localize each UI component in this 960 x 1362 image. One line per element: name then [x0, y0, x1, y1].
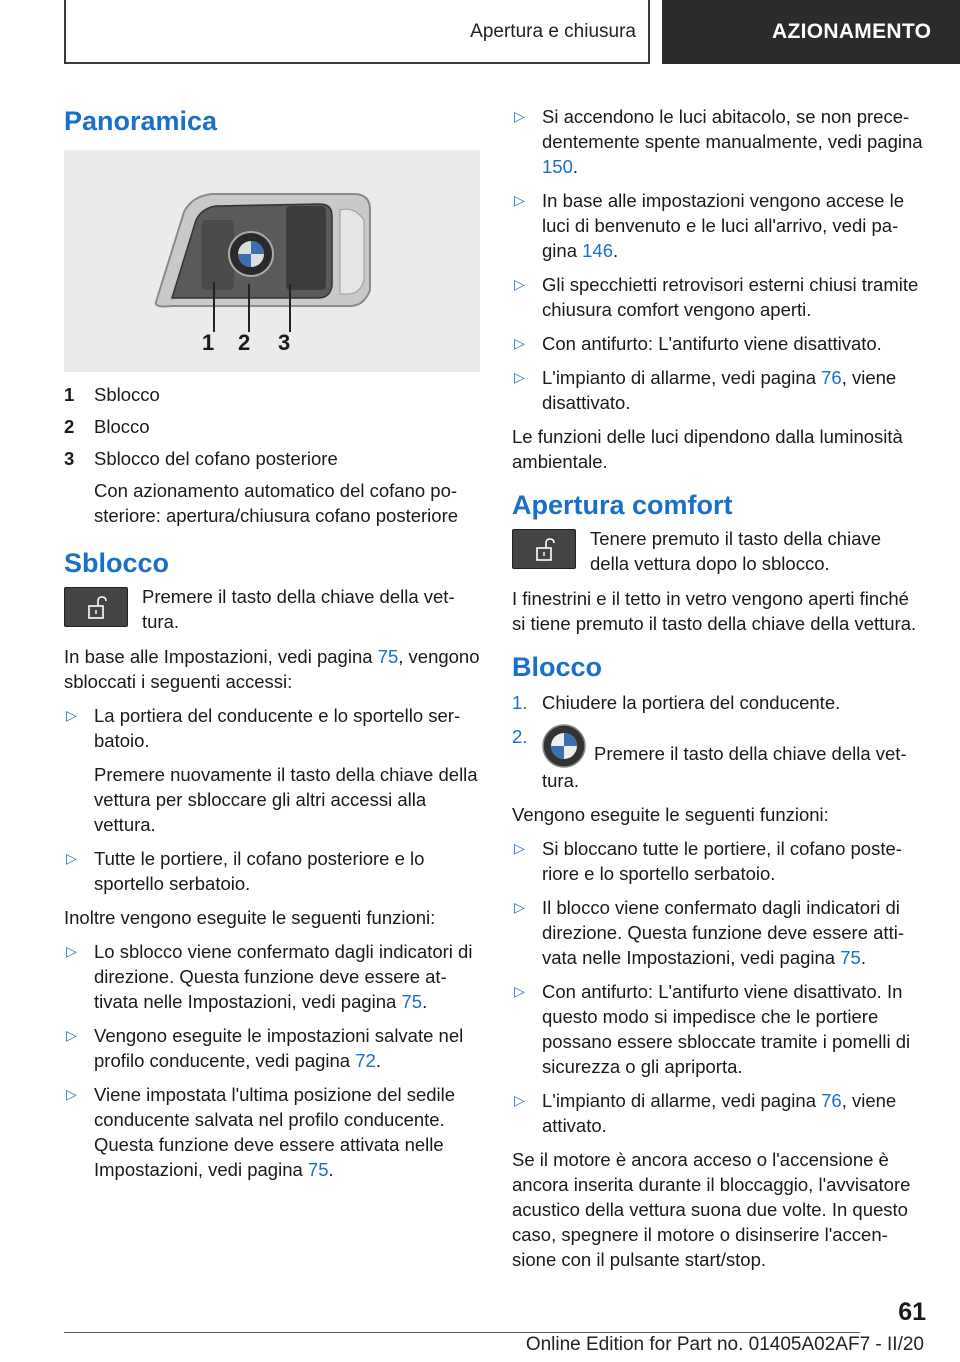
unlock-intro-text: Premere il tasto della chiave della vettura.	[142, 586, 455, 632]
page-link[interactable]: 76	[821, 367, 842, 388]
legend-note: Con azionamento automatico del cofano posteriore: apertura/chiusura cofano posteriore	[94, 480, 459, 526]
page-link[interactable]: 75	[307, 1159, 329, 1180]
heading-lock: Blocco	[512, 652, 603, 682]
list-item	[512, 724, 924, 793]
triangle-bullet-icon: ▷	[66, 707, 77, 723]
step-number: 2.	[512, 726, 528, 747]
bullet-text	[542, 895, 924, 970]
comfort-paragraph: I finestrini e il tetto in vetro vengono aperti finché si tiene premuto il tasto della chiave della vettura.	[512, 588, 917, 634]
header-chapter-tab: AZIONAMENTO	[662, 0, 960, 64]
legend-text: Sblocco	[94, 384, 160, 405]
lights-paragraph: Le funzioni delle luci dipendono dalla luminosità ambientale.	[512, 426, 903, 472]
figure-label-3: 3	[278, 330, 291, 355]
settings-paragraph	[64, 644, 480, 694]
unlock-button-icon	[64, 587, 128, 627]
page-number: 61	[898, 1298, 926, 1326]
text: , viene disattivato.	[542, 367, 897, 413]
page-link[interactable]: 146	[582, 240, 613, 261]
list-item	[64, 414, 480, 439]
list-item	[64, 1023, 480, 1073]
list-item	[64, 939, 480, 1014]
text: Lo sblocco viene confermato dagli indicatori di direzione. Questa funzione deve essere attivata nelle Impostazioni, vedi pagina	[94, 941, 473, 1012]
bullet-text	[542, 365, 924, 415]
text: Si accendono le luci abitacolo, se non precedentemente spente manualmente, vedi pagina	[542, 106, 923, 152]
bullet-text: Tutte le portiere, il cofano posteriore e lo sportello serbatoio.	[94, 848, 425, 894]
text: .	[375, 1050, 381, 1071]
text: L'impianto di allarme, vedi pagina	[542, 1090, 822, 1111]
legend-number: 3	[64, 448, 75, 469]
bullet-text: Gli specchietti retrovisori esterni chiusi tramite chiusura comfort vengono aperti.	[542, 274, 919, 320]
text: .	[572, 156, 579, 177]
triangle-bullet-icon: ▷	[514, 899, 525, 915]
figure-label-2: 2	[238, 330, 251, 355]
text: .	[613, 240, 619, 261]
legend-number: 1	[64, 384, 75, 405]
triangle-bullet-icon: ▷	[514, 840, 525, 856]
list-item	[512, 188, 924, 263]
bullet-text: La portiera del conducente e lo sportello serbatoio.	[94, 705, 461, 751]
heading-unlock: Sblocco	[64, 548, 170, 578]
triangle-bullet-icon: ▷	[66, 1086, 77, 1102]
text: .	[328, 1159, 334, 1180]
bullet-text	[542, 188, 924, 263]
triangle-bullet-icon: ▷	[66, 943, 77, 959]
bullet-text: Con antifurto: L'antifurto viene disattivato. In questo modo si impedisce che le portiere possano essere sbloccate tramite i pomelli di sicurezza o gli apriporta.	[542, 981, 911, 1077]
page-link[interactable]: 75	[840, 947, 861, 968]
legend-number: 2	[64, 416, 75, 437]
page-link[interactable]: 150	[542, 156, 573, 177]
list-item	[64, 446, 480, 471]
list-item	[512, 836, 924, 886]
legend-text: Sblocco del cofano posteriore	[94, 448, 338, 469]
bullet-subtext: Premere nuovamente il tasto della chiave della vettura per sbloccare gli altri accessi alla vettura.	[94, 764, 478, 835]
step-content	[542, 724, 924, 793]
triangle-bullet-icon: ▷	[514, 108, 525, 124]
list-item	[64, 846, 480, 896]
footer-edition: Online Edition for Part no. 01405A02AF7 - II/20	[525, 1334, 924, 1355]
text: Vengono eseguite le impostazioni salvate nel profilo conducente, vedi pagina	[94, 1025, 464, 1071]
also-paragraph: Inoltre vengono eseguite le seguenti funzioni:	[64, 907, 436, 928]
list-item	[64, 703, 480, 837]
triangle-bullet-icon: ▷	[514, 192, 525, 208]
page-link[interactable]: 75	[377, 646, 399, 667]
functions-paragraph: Vengono eseguite le seguenti funzioni:	[512, 804, 829, 825]
list-item	[512, 104, 924, 179]
text: , vengono sbloccati i seguenti accessi:	[64, 646, 480, 692]
step-number: 1.	[512, 692, 528, 713]
page-link[interactable]: 76	[821, 1090, 842, 1111]
text: , viene attivato.	[542, 1090, 897, 1136]
triangle-bullet-icon: ▷	[514, 1092, 525, 1108]
legend-text: Blocco	[94, 416, 150, 437]
heading-comfort-opening: Apertura comfort	[512, 490, 733, 520]
step-text: Premere il tasto della chiave della vettura.	[542, 743, 907, 791]
text: Il blocco viene confermato dagli indicatori di direzione. Questa funzione deve essere attivata nelle Impostazioni, vedi pagina	[542, 897, 904, 968]
bmw-logo-icon	[542, 724, 586, 768]
bullet-text	[94, 939, 480, 1014]
list-item	[512, 331, 924, 356]
footer-divider	[64, 1332, 860, 1333]
text: Viene impostata l'ultima posizione del sedile conducente salvata nel profilo conducente. Questa funzione deve essere attivata nelle Impostazioni, vedi pagina	[94, 1084, 456, 1180]
list-item	[512, 272, 924, 322]
legend-list	[64, 382, 480, 528]
unlock-button-icon	[512, 529, 576, 569]
key-fob-illustration	[64, 150, 480, 372]
bullet-text	[542, 104, 924, 179]
list-item	[512, 365, 924, 415]
triangle-bullet-icon: ▷	[66, 850, 77, 866]
bullet-text: Si bloccano tutte le portiere, il cofano posteriore e lo sportello serbatoio.	[542, 838, 902, 884]
triangle-bullet-icon: ▷	[514, 335, 525, 351]
text: In base alle impostazioni vengono accese le luci di benvenuto e le luci all'arrivo, vedi pagina	[542, 190, 905, 261]
bullet-text: Con antifurto: L'antifurto viene disattivato.	[542, 333, 882, 354]
list-item	[512, 690, 924, 715]
left-column	[64, 96, 480, 1191]
triangle-bullet-icon: ▷	[66, 1027, 77, 1043]
header-section-title: Apertura e chiusura	[470, 21, 636, 42]
figure-label-1: 1	[202, 330, 215, 355]
list-item	[512, 895, 924, 970]
triangle-bullet-icon: ▷	[514, 369, 525, 385]
list-item	[512, 1088, 924, 1138]
step-text: Chiudere la portiera del conducente.	[542, 692, 841, 713]
bullet-text	[94, 1082, 480, 1182]
key-fob-figure	[64, 150, 480, 372]
engine-paragraph: Se il motore è ancora acceso o l'accensione è ancora inserita durante il bloccaggio, l'avvisatore acustico della vettura suona due volte. In questo caso, spegnere il motore o disinserire l'accensione con il pulsante start/stop.	[512, 1149, 911, 1270]
bullet-text	[542, 1088, 924, 1138]
comfort-intro	[512, 526, 924, 576]
triangle-bullet-icon: ▷	[514, 276, 525, 292]
list-item	[512, 979, 924, 1079]
unlock-intro	[64, 584, 480, 634]
list-item	[64, 382, 480, 407]
comfort-intro-text: Tenere premuto il tasto della chiave della vettura dopo lo sblocco.	[590, 528, 882, 574]
text: .	[860, 947, 866, 968]
bullet-text	[94, 1023, 480, 1073]
page-link[interactable]: 75	[401, 991, 423, 1012]
text: In base alle Impostazioni, vedi pagina	[64, 646, 378, 667]
right-column	[512, 104, 924, 1281]
text: .	[422, 991, 428, 1012]
heading-overview: Panoramica	[64, 106, 218, 136]
text: L'impianto di allarme, vedi pagina	[542, 367, 822, 388]
list-item	[64, 1082, 480, 1182]
triangle-bullet-icon: ▷	[514, 983, 525, 999]
page-link[interactable]: 72	[355, 1050, 376, 1071]
